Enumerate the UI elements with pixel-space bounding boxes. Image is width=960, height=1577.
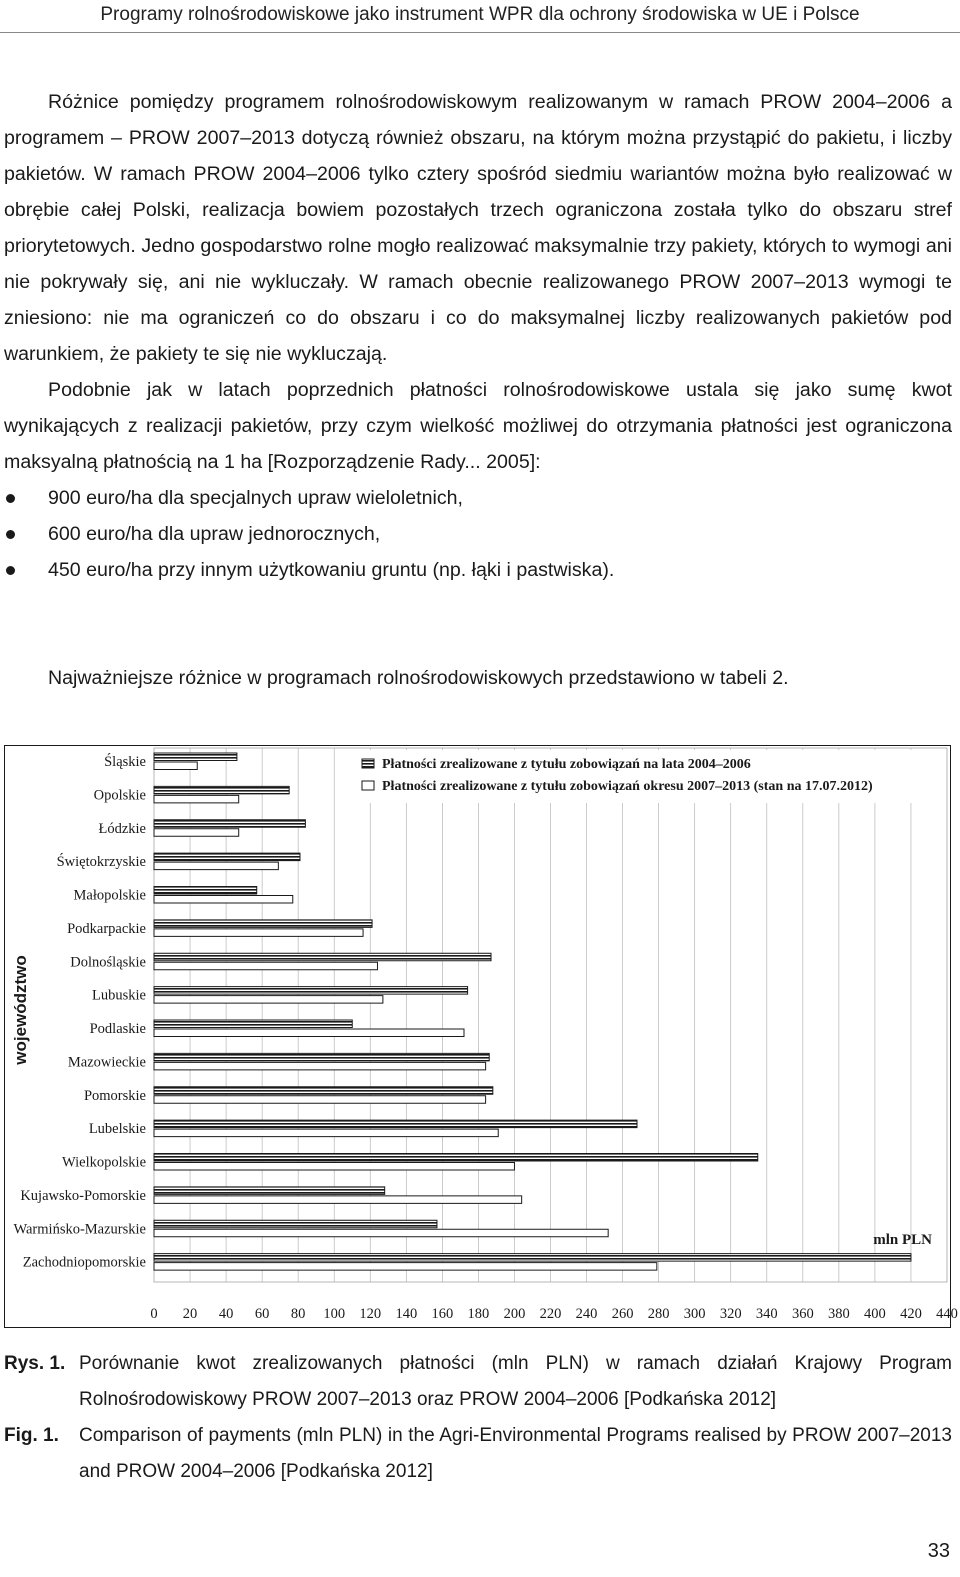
legend-label: Płatności zrealizowane z tytułu zobowiązań okresu 2007–2013 (stan na 17.07.2012) — [382, 779, 873, 794]
x-tick-label: 260 — [611, 1306, 634, 1322]
category-label: Dolnośląskie — [70, 954, 146, 971]
bar-2007-2013 — [154, 795, 239, 803]
legend-swatch — [362, 781, 374, 790]
caption-text: Comparison of payments (mln PLN) in the Agri-Environmental Programs realised by PROW 2007–2013 and PROW 2004–2006 [Podkańska 2012] — [79, 1425, 952, 1482]
caption-label: Fig. 1. — [4, 1425, 59, 1446]
list-item-text: 600 euro/ha dla upraw jednorocznych, — [48, 523, 381, 545]
bullet-icon — [6, 566, 15, 575]
bar-chart — [4, 745, 958, 1328]
running-header: Programy rolnośrodowiskowe jako instrument WPR dla ochrony środowiska w UE i Polsce — [0, 0, 960, 33]
x-tick-label: 40 — [218, 1306, 234, 1322]
x-tick-label: 400 — [864, 1306, 886, 1322]
y-axis-label: województwo — [11, 955, 30, 1065]
category-label: Zachodniopomorskie — [22, 1254, 146, 1271]
bullet-icon — [6, 494, 15, 503]
list-item — [4, 552, 952, 588]
bar-2007-2013 — [154, 1129, 498, 1137]
bar-2007-2013 — [154, 1029, 464, 1037]
category-label: Pomorskie — [83, 1087, 146, 1104]
list-item-text: 900 euro/ha dla specjalnych upraw wieloletnich, — [48, 487, 463, 509]
bar-2007-2013 — [154, 829, 239, 837]
bar-2004-2006 — [154, 887, 257, 895]
x-tick-label: 380 — [827, 1306, 850, 1322]
bar-2004-2006 — [154, 1154, 758, 1162]
bar-2007-2013 — [154, 996, 383, 1004]
x-tick-label: 360 — [791, 1306, 814, 1322]
figure-chart — [4, 745, 958, 1328]
bar-2007-2013 — [154, 929, 363, 937]
body-text — [4, 84, 952, 588]
bar-2004-2006 — [154, 1254, 911, 1262]
paragraph: Różnice pomiędzy programem rolnośrodowiskowym realizowanym w ramach PROW 2004–2006 a programem – PROW 2007–2013 dotyczą również obszaru, na którym można przystąpić do pakietu, i liczby pakietów. W ramach PROW 2004–2006 tylko cztery spośród siedmiu wariantów można było realizować w obrębie całej Polski, realizacja bowiem pozostałych trzech ograniczona została tylko do obszaru stref priorytetowych. Jedno gospodarstwo rolne mogło realizować maksymalnie trzy pakiety, których to wymogi ani nie pokrywały się, ani nie wykluczały. W ramach obecnie realizowanego PROW 2007–2013 wymogi te zniesiono: nie ma ograniczeń co do obszaru i co do maksymalnej liczby realizowanych pakietów pod warunkiem, że pakiety te się nie wykluczają. — [4, 91, 952, 365]
bar-2007-2013 — [154, 896, 293, 904]
x-tick-label: 140 — [395, 1306, 418, 1322]
category-label: Małopolskie — [73, 887, 146, 904]
category-label: Świętokrzyskie — [56, 854, 146, 871]
x-tick-label: 120 — [359, 1306, 382, 1322]
x-tick-label: 420 — [900, 1306, 922, 1322]
bar-2004-2006 — [154, 1020, 352, 1028]
caption-text: Porównanie kwot zrealizowanych płatności (mln PLN) w ramach działań Krajowy Program Rolnośrodowiskowy PROW 2007–2013 oraz PROW 2004–2006 [Podkańska 2012] — [79, 1353, 952, 1410]
bar-2004-2006 — [154, 1220, 437, 1228]
page-number: 33 — [927, 1540, 950, 1562]
bar-2004-2006 — [154, 1087, 493, 1095]
list-item-text: 450 euro/ha przy innym użytkowaniu gruntu (np. łąki i pastwiska). — [48, 559, 615, 581]
category-label: Wielkopolskie — [62, 1154, 146, 1171]
bar-2004-2006 — [154, 1120, 637, 1128]
x-tick-label: 80 — [290, 1306, 306, 1322]
bar-2007-2013 — [154, 962, 377, 970]
figure-caption-pl — [4, 1346, 952, 1418]
legend-swatch — [362, 759, 374, 768]
unit-label: mln PLN — [873, 1232, 932, 1248]
x-tick-label: 60 — [254, 1306, 270, 1322]
list-item — [4, 480, 952, 516]
bar-2007-2013 — [154, 862, 278, 870]
bar-2004-2006 — [154, 987, 468, 995]
category-label: Łódzkie — [98, 820, 146, 837]
category-label: Podkarpackie — [67, 920, 146, 937]
category-label: Śląskie — [104, 754, 146, 770]
bar-2007-2013 — [154, 1096, 486, 1104]
bar-2007-2013 — [154, 1163, 514, 1171]
category-label: Warmińsko-Mazurskie — [13, 1221, 146, 1238]
bullet-list — [4, 480, 952, 588]
paragraph: Podobnie jak w latach poprzednich płatności rolnośrodowiskowe ustala się jako sumę kwot wynikających z realizacji pakietów, przy czym wielkość możliwej do otrzymania płatności jest ograniczona maksyalną płatnością na 1 ha [Rozporządzenie Rady... 2005]: — [4, 379, 952, 473]
x-tick-label: 200 — [503, 1306, 526, 1322]
list-item — [4, 516, 952, 552]
x-tick-label: 440 — [936, 1306, 958, 1322]
category-label: Kujawsko-Pomorskie — [20, 1187, 146, 1204]
x-tick-label: 180 — [467, 1306, 490, 1322]
x-tick-label: 220 — [539, 1306, 562, 1322]
category-label: Lubuskie — [92, 987, 146, 1004]
x-tick-label: 100 — [323, 1306, 346, 1322]
bullet-icon — [6, 530, 15, 539]
category-label: Mazowieckie — [67, 1054, 146, 1071]
bar-2004-2006 — [154, 820, 305, 828]
x-tick-label: 0 — [150, 1306, 158, 1322]
x-tick-label: 20 — [182, 1306, 198, 1322]
bar-2004-2006 — [154, 920, 372, 928]
bar-2004-2006 — [154, 853, 300, 861]
chart-frame — [5, 746, 951, 1328]
summary-sentence: Najważniejsze różnice w programach rolnośrodowiskowych przedstawiono w tabeli 2. — [48, 667, 789, 689]
x-tick-label: 320 — [719, 1306, 742, 1322]
bar-2004-2006 — [154, 953, 491, 961]
bar-2007-2013 — [154, 1229, 608, 1237]
bar-2007-2013 — [154, 762, 197, 770]
figure-caption-en — [4, 1418, 952, 1490]
bar-2004-2006 — [154, 1187, 385, 1195]
caption-label: Rys. 1. — [4, 1353, 66, 1374]
bar-2007-2013 — [154, 1263, 657, 1271]
bar-2004-2006 — [154, 1053, 489, 1061]
bar-2004-2006 — [154, 786, 289, 794]
x-tick-label: 160 — [431, 1306, 454, 1322]
category-label: Opolskie — [93, 787, 146, 804]
bar-2004-2006 — [154, 753, 237, 761]
bar-2007-2013 — [154, 1196, 522, 1204]
category-label: Podlaskie — [89, 1021, 146, 1037]
x-tick-label: 280 — [647, 1306, 670, 1322]
bar-2007-2013 — [154, 1062, 486, 1070]
x-tick-label: 240 — [575, 1306, 598, 1322]
category-label: Lubelskie — [88, 1121, 146, 1138]
legend-label: Płatności zrealizowane z tytułu zobowiązań na lata 2004–2006 — [382, 757, 751, 772]
x-tick-label: 340 — [755, 1306, 778, 1322]
x-tick-label: 300 — [683, 1306, 706, 1322]
